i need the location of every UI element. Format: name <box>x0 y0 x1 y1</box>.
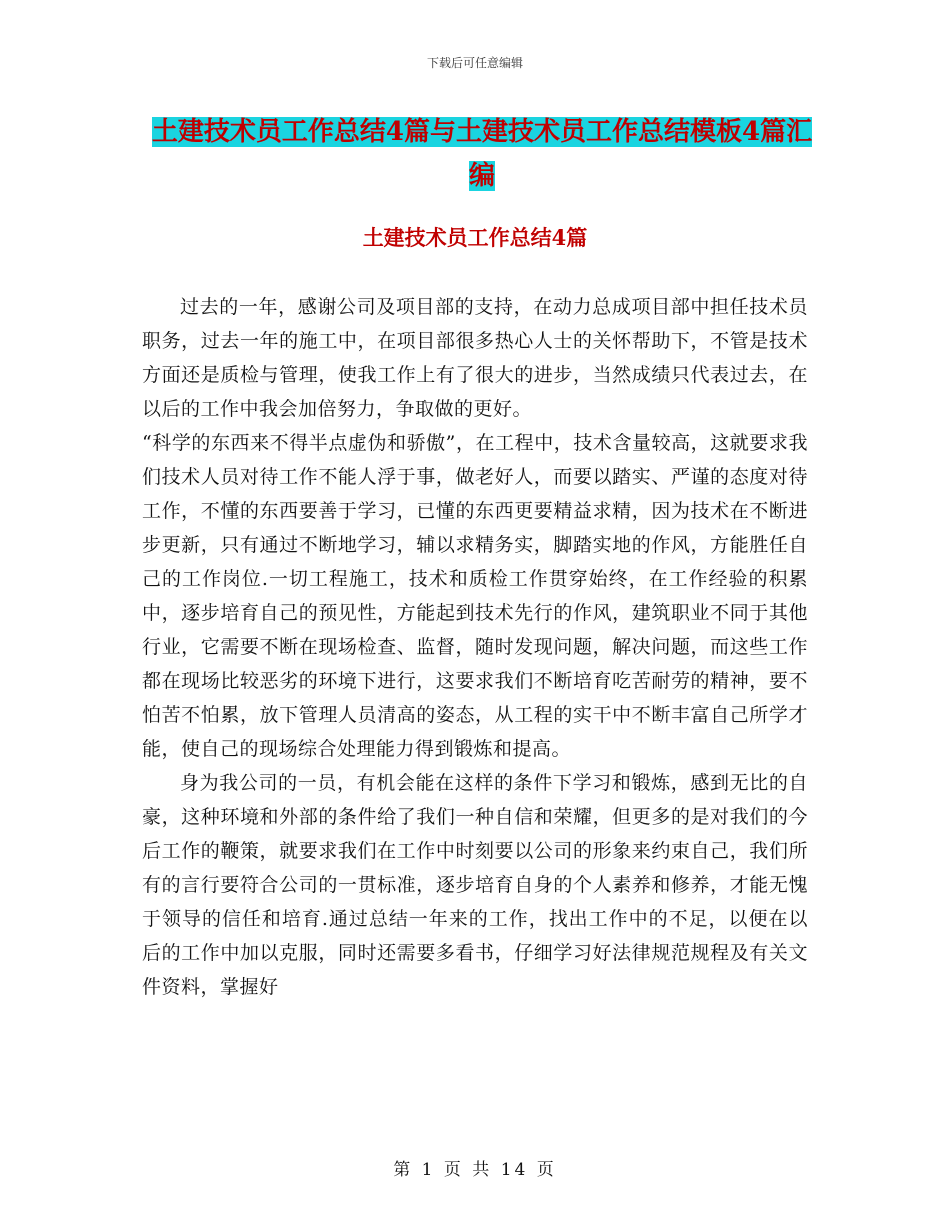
paragraph-1: 过去的一年，感谢公司及项目部的支持，在动力总成项目部中担任技术员职务，过去一年的施工中，在项目部很多热心人士的关怀帮助下，不管是技术方面还是质检与管理，使我工作上有了很大的进步，当然成绩只代表过去，在以后的工作中我会加倍努力，争取做的更好。 <box>142 296 808 420</box>
header-note: 下载后可任意编辑 <box>426 56 523 70</box>
page-footer: 第 1 页 共 14 页 <box>393 1160 557 1180</box>
document-title <box>142 110 822 198</box>
document-body <box>142 290 808 1004</box>
section-title: 土建技术员工作总结4篇 <box>362 225 588 250</box>
document-title-text: 土建技术员工作总结4篇与土建技术员工作总结模板4篇汇编 <box>151 117 813 191</box>
paragraph-3: 身为我公司的一员，有机会能在这样的条件下学习和锻炼，感到无比的自豪，这种环境和外部的条件给了我们一种自信和荣耀，但更多的是对我们的今后工作的鞭策，就要求我们在工作中时刻要以公司的形象来约束自己，我们所有的言行要符合公司的一贯标准，逐步培育自身的个人素养和修养，才能无愧于领导的信任和培育.通过总结一年来的工作，找出工作中的不足，以便在以后的工作中加以克服，同时还需要多看书，仔细学习好法律规范规程及有关文件资料，掌握好 <box>142 772 808 998</box>
paragraph-2: “科学的东西来不得半点虚伪和骄傲”，在工程中，技术含量较高，这就要求我们技术人员对待工作不能人浮于事，做老好人，而要以踏实、严谨的态度对待工作，不懂的东西要善于学习，已懂的东西更要精益求精，因为技术在不断进步更新，只有通过不断地学习，辅以求精务实，脚踏实地的作风，方能胜任自己的工作岗位.一切工程施工，技术和质检工作贯穿始终，在工作经验的积累中，逐步培育自己的预见性，方能起到技术先行的作风，建筑职业不同于其他行业，它需要不断在现场检查、监督，随时发现问题，解决问题，而这些工作都在现场比较恶劣的环境下进行，这要求我们不断培育吃苦耐劳的精神，要不怕苦不怕累，放下管理人员清高的姿态，从工程的实干中不断丰富自己所学才能，使自己的现场综合处理能力得到锻炼和提高。 <box>142 432 808 760</box>
